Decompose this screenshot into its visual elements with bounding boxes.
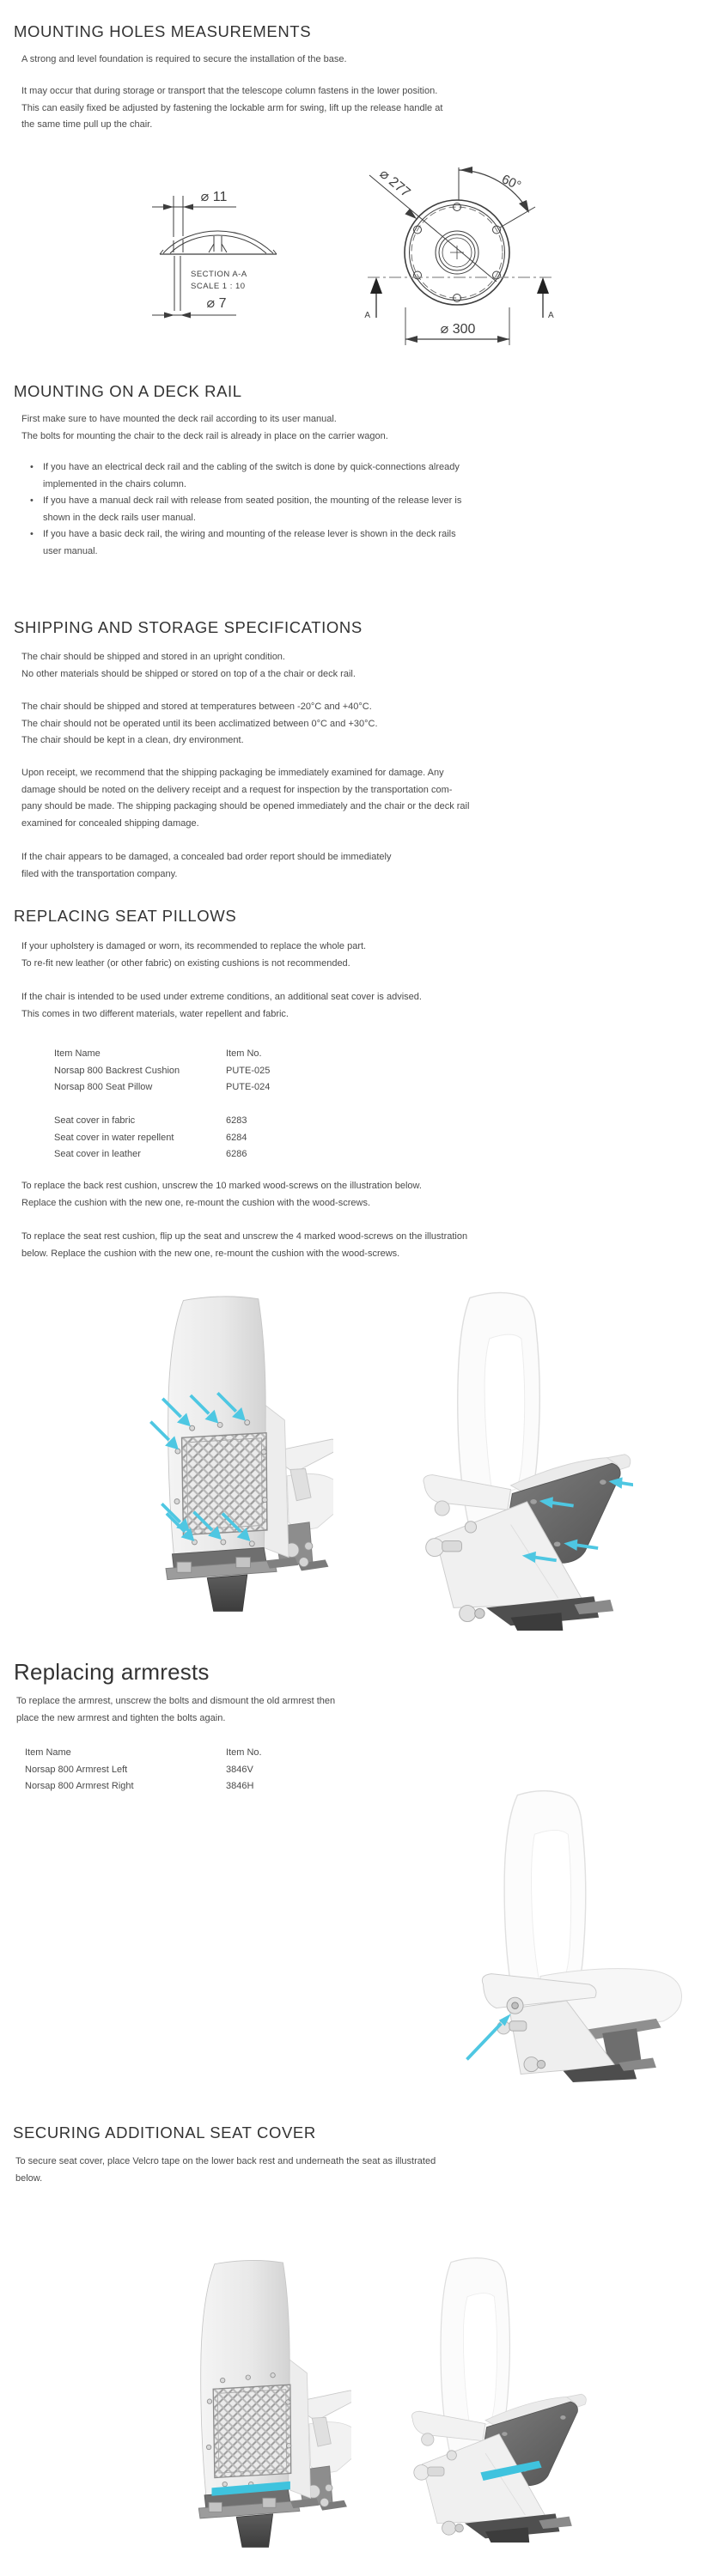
item-no-cell: 3846H [226,1781,254,1791]
item-name-cell: Norsap 800 Seat Pillow [54,1082,153,1092]
paragraph: A strong and level foundation is required to secure the installation of the base. [21,54,347,64]
item-no-cell: 6284 [226,1132,247,1143]
item-no-cell: PUTE-025 [226,1065,271,1076]
paragraph: If the chair appears to be damaged, a concealed bad order report should be immediately filed with the transportation company. [21,852,392,879]
item-name-cell: Seat cover in water repellent [54,1132,174,1143]
heading-deck-rail: MOUNTING ON A DECK RAIL [14,382,242,400]
table-row [54,1079,329,1097]
table-row [25,1778,329,1795]
column-header-item-no: Item No. [226,1747,262,1758]
armrest-bolt-illustration [442,1789,687,2082]
paragraph: If the chair is intended to be used under extreme conditions, an additional seat cover is advised. This comes in two different materials, water repellent and fabric. [21,992,422,1019]
item-name-cell: Norsap 800 Armrest Left [25,1764,128,1775]
paragraph: To replace the back rest cushion, unscrew the 10 marked wood-screws on the illustration below. Replace the cushion with the new one, re-mount the cushion with the wood-screws. [21,1181,422,1208]
heading-mounting-holes: MOUNTING HOLES MEASUREMENTS [14,22,312,40]
deck-rail-bullet-list [21,459,461,560]
item-name-cell: Seat cover in leather [54,1149,141,1159]
paragraph: To replace the armrest, unscrew the bolts and dismount the old armrest then place the new armrest and tighten the bolts again. [16,1696,336,1723]
heading-pillows: REPLACING SEAT PILLOWS [14,907,237,925]
paragraph: The chair should be shipped and stored at temperatures between -20°C and +40°C. The chair should not be operated until its been acclimatized between 0°C and +30°C. The chair should be kept in a clean, dry environment. [21,702,378,745]
column-header-item-no: Item No. [226,1048,262,1059]
mounting-base-technical-drawing [0,163,713,365]
velcro-seat-illustration [382,2254,588,2543]
heading-armrests: Replacing armrests [14,1659,210,1685]
bullet-item: • If you have an electrical deck rail and the cabling of the switch is done by quick-connections already implemented in the chairs column. [21,459,461,493]
section-marker-right: A [548,311,554,320]
table-header-row [54,1046,329,1063]
paragraph: To secure seat cover, place Velcro tape on the lower back rest and underneath the seat as illustrated below. [15,2156,436,2184]
dim-label-hole-top: ⌀ 11 [200,190,228,204]
item-name-cell: Norsap 800 Armrest Right [25,1781,134,1791]
section-marker-left: A [364,311,370,320]
paragraph: To replace the seat rest cushion, flip up the seat and unscrew the 4 marked wood-screws on the illustration below. Replace the cushion with the new one, re-mount the cushion with the wood-screws. [21,1231,468,1259]
paragraph: First make sure to have mounted the deck rail according to its user manual. The bolts for mounting the chair to the deck rail is already in place on the carrier wagon. [21,414,388,441]
table-gap [54,1097,329,1114]
paragraph: Upon receipt, we recommend that the shipping packaging be immediately examined for damage. Any damage should be noted on the delivery receipt and a request for inspection by the transportation com- pany should be made. The shipping packaging should be opened immediately and the chair or the deck rail examined for concealed shipping damage. [21,768,470,829]
armrests-parts-table [25,1745,329,1795]
velcro-backrest-illustration [148,2257,351,2548]
item-name-cell: Seat cover in fabric [54,1115,136,1126]
column-header-item-name: Item Name [54,1048,101,1059]
backrest-screws-illustration [110,1292,333,1612]
paragraph: If your upholstery is damaged or worn, its recommended to replace the whole part. To re-fit new leather (or other fabric) on existing cushions is not recommended. [21,941,367,969]
seat-flipped-screws-illustration [388,1288,633,1631]
bullet-item: • If you have a basic deck rail, the wiring and mounting of the release lever is shown in the deck rails user manual. [21,526,461,560]
heading-seat-cover: SECURING ADDITIONAL SEAT COVER [13,2123,316,2142]
drawing-section-label: SECTION A-A [191,270,247,279]
table-row [54,1063,329,1080]
bullet-item: • If you have a manual deck rail with release from seated position, the mounting of the release lever is shown in the deck rails user manual. [21,493,461,526]
item-no-cell: 6283 [226,1115,247,1126]
paragraph: It may occur that during storage or transport that the telescope column fastens in the lower position. This can easily fixed be adjusted by fastening the lockable arm for swing, lift up the release handle at the same time pull up the chair. [21,86,443,130]
item-no-cell: 3846V [226,1764,253,1775]
drawing-scale-label: SCALE 1 : 10 [191,282,246,291]
dim-label-bolt-circle: ⌀ 277 [376,167,413,201]
table-row [54,1146,329,1163]
angle-label: 60° [499,172,524,194]
dim-label-outer: ⌀ 300 [440,322,476,337]
heading-shipping: SHIPPING AND STORAGE SPECIFICATIONS [14,618,363,636]
armrest-bolt-arrow [467,2014,511,2059]
table-row [25,1762,329,1779]
dim-label-hole-bottom: ⌀ 7 [206,296,227,311]
pillows-parts-table [54,1046,329,1163]
item-no-cell: PUTE-024 [226,1082,271,1092]
table-header-row [25,1745,329,1762]
table-row [54,1113,329,1130]
paragraph: The chair should be shipped and stored in an upright condition. No other materials should be shipped or stored on top of a the chair or deck rail. [21,652,356,679]
column-header-item-name: Item Name [25,1747,71,1758]
item-name-cell: Norsap 800 Backrest Cushion [54,1065,180,1076]
item-no-cell: 6286 [226,1149,247,1159]
table-row [54,1130,329,1147]
